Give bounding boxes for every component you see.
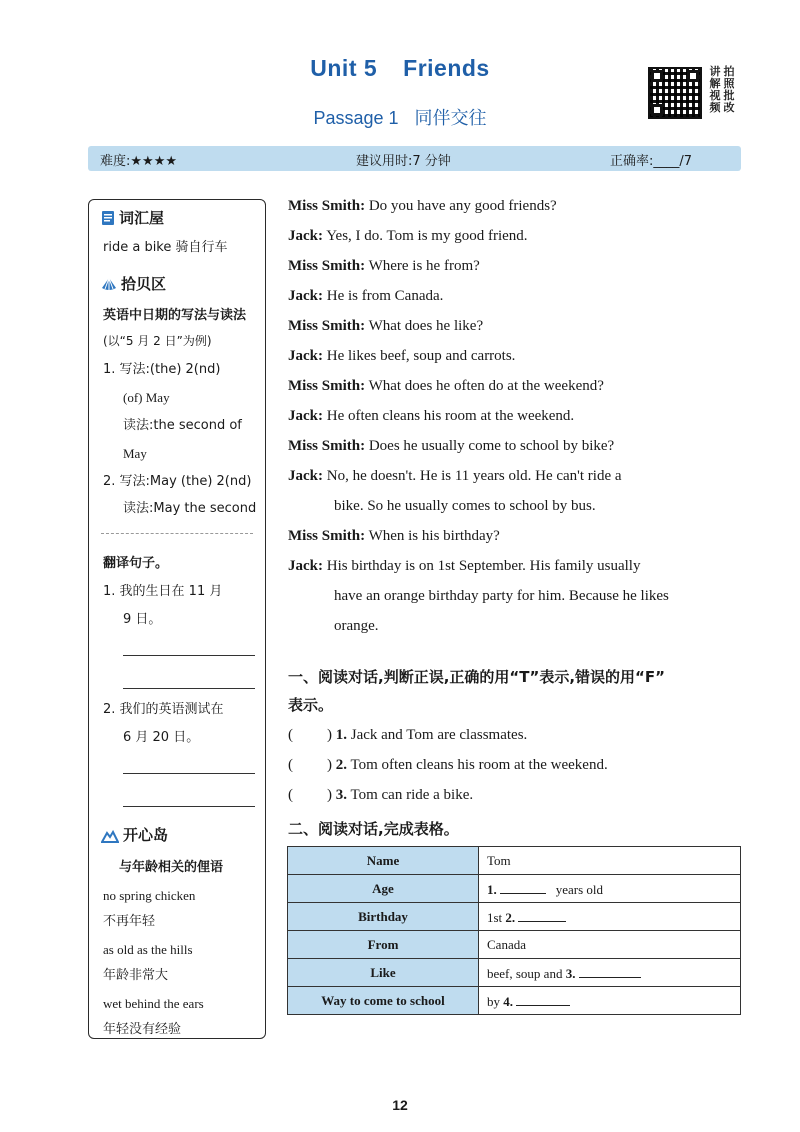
idiom-cn-3: 年轻没有经验: [103, 1022, 182, 1037]
date-rule-title: 英语中日期的写法与读法: [103, 308, 247, 323]
dialogue-line: Miss Smith: When is his birthday?: [288, 528, 500, 544]
shell-icon: [101, 276, 117, 296]
translate-q1b: 9 日。: [123, 612, 162, 627]
suggested-time: 建议用时:7 分钟: [356, 154, 451, 169]
translate-q2b: 6 月 20 日。: [123, 730, 200, 745]
translate-q1a: 1. 我的生日在 11 月: [103, 584, 223, 599]
table-row: [288, 987, 741, 1015]
idiom-en-2: as old as the hills: [103, 942, 193, 957]
table-value: by 4.: [479, 987, 741, 1015]
translate-q2a: 2. 我们的英语测试在: [103, 702, 224, 717]
answer-line[interactable]: [123, 773, 255, 774]
table-label: Birthday: [288, 903, 479, 931]
happy-heading: 开心岛: [101, 824, 168, 847]
dialogue-line: Jack: He is from Canada.: [288, 288, 444, 304]
dialogue-line: Miss Smith: Do you have any good friends?: [288, 198, 557, 214]
date-rule-1a: 1. 写法:(the) 2(nd): [103, 362, 221, 377]
table-label: Age: [288, 875, 479, 903]
dialogue-line: Miss Smith: Does he usually come to school by bike?: [288, 438, 615, 454]
info-table: [287, 846, 741, 1015]
idiom-title: 与年龄相关的俚语: [119, 860, 224, 875]
passage-cn: 同伴交往: [414, 108, 487, 128]
dialogue-line: Jack: Yes, I do. Tom is my good friend.: [288, 228, 528, 244]
dialogue-line: Jack: No, he doesn't. He is 11 years old. He can't ride a: [288, 468, 622, 484]
answer-blank[interactable]: [518, 908, 566, 922]
table-row: [288, 959, 741, 987]
tf-question[interactable]: ( ) 1. Jack and Tom are classmates.: [288, 727, 528, 743]
dialogue-line: have an orange birthday party for him. Because he likes: [334, 588, 669, 604]
idiom-en-3: wet behind the ears: [103, 996, 204, 1011]
dialogue-line: Jack: He often cleans his room at the weekend.: [288, 408, 575, 424]
answer-blank[interactable]: [516, 992, 570, 1006]
info-bar: [88, 146, 741, 171]
answer-blank[interactable]: [579, 964, 641, 978]
table-label: Like: [288, 959, 479, 987]
table-value: 1st 2.: [479, 903, 741, 931]
idiom-cn-2: 年龄非常大: [103, 968, 169, 983]
table-row: [288, 903, 741, 931]
answer-line[interactable]: [123, 806, 255, 807]
book-icon: [101, 210, 115, 230]
dialogue-line: Miss Smith: What does he like?: [288, 318, 484, 334]
page-number: 12: [392, 1097, 408, 1113]
difficulty: 难度:★★★★: [100, 154, 177, 169]
date-rule-1b: (of) May: [123, 390, 170, 405]
date-rule-1c: 读法:the second of: [123, 418, 242, 433]
answer-line[interactable]: [123, 688, 255, 689]
dialogue-line: bike. So he usually comes to school by bus.: [334, 498, 596, 514]
shell-heading: 拾贝区: [101, 273, 166, 296]
dialogue-line: Miss Smith: What does he often do at the weekend?: [288, 378, 604, 394]
date-rule-example: (以“5 月 2 日”为例): [103, 334, 212, 348]
section-1-instruction: 一、阅读对话,判断正误,正确的用“T”表示,错误的用“F”: [288, 668, 666, 686]
accuracy: 正确率:____/7: [610, 154, 693, 169]
passage-label: Passage 1: [313, 108, 399, 128]
dialogue-line: Jack: He likes beef, soup and carrots.: [288, 348, 516, 364]
tf-question[interactable]: ( ) 2. Tom often cleans his room at the weekend.: [288, 757, 608, 773]
section-1-instruction-2: 表示。: [288, 696, 334, 714]
vocab-item: ride a bike 骑自行车: [103, 240, 228, 255]
table-label: Name: [288, 847, 479, 875]
vocab-heading: 词汇屋: [101, 207, 164, 230]
divider: [101, 533, 253, 534]
idiom-en-1: no spring chicken: [103, 888, 196, 903]
table-value: 1. years old: [479, 875, 741, 903]
island-icon: [101, 829, 119, 847]
table-value: Canada: [479, 931, 741, 959]
unit-name: Friends: [403, 55, 490, 81]
qr-caption: 讲 拍 解 照 视 批 频 改: [709, 65, 735, 114]
section-2-instruction: 二、阅读对话,完成表格。: [288, 820, 459, 838]
tf-question[interactable]: ( ) 3. Tom can ride a bike.: [288, 787, 474, 803]
dialogue-line: Jack: His birthday is on 1st September. His family usually: [288, 558, 641, 574]
dialogue-line: Miss Smith: Where is he from?: [288, 258, 480, 274]
answer-line[interactable]: [123, 655, 255, 656]
qr-code[interactable]: [648, 67, 702, 119]
table-row: [288, 875, 741, 903]
sidebar: [88, 199, 266, 1039]
date-rule-1d: May: [123, 446, 147, 461]
table-label: From: [288, 931, 479, 959]
table-label: Way to come to school: [288, 987, 479, 1015]
date-rule-2b: 读法:May the second: [123, 501, 257, 516]
table-row: [288, 847, 741, 875]
date-rule-2a: 2. 写法:May (the) 2(nd): [103, 474, 252, 489]
answer-blank[interactable]: [500, 880, 546, 894]
table-row: [288, 931, 741, 959]
table-value: Tom: [479, 847, 741, 875]
idiom-cn-1: 不再年轻: [103, 914, 156, 929]
unit-label: Unit 5: [310, 55, 378, 81]
dialogue-line: orange.: [334, 618, 379, 634]
translate-title: 翻译句子。: [103, 556, 169, 571]
table-value: beef, soup and 3.: [479, 959, 741, 987]
